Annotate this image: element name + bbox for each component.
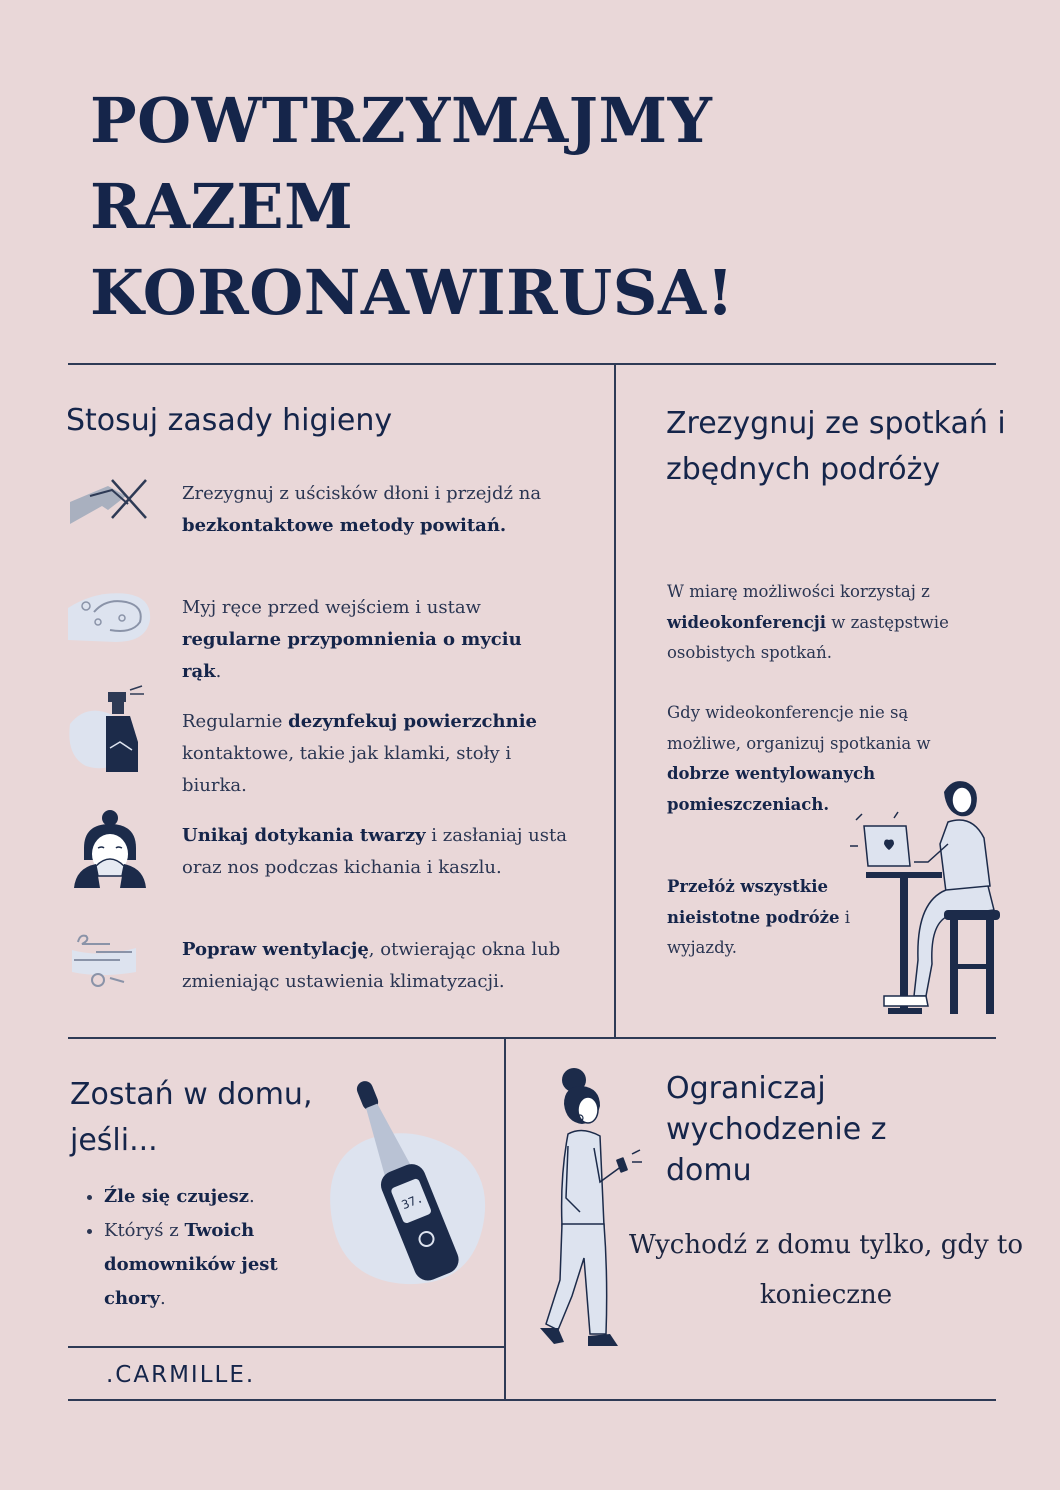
wind-icon <box>70 928 140 992</box>
list-item: • Źle się czujesz. <box>104 1180 334 1214</box>
meetings-heading: Zrezygnuj ze spotkań i zbędnych podróży <box>666 406 1006 487</box>
hygiene-item-1: Zrezygnuj z uścisków dłoni i przejdź na bezkontaktowe metody powitań. <box>182 483 542 536</box>
meetings-paragraph-2: Gdy wideokonferencje nie są możliwe, organizuj spotkania w dobrze wentylowanych pomieszczeniach. <box>667 703 931 814</box>
hygiene-heading: Stosuj zasady higieny <box>66 403 393 438</box>
limit-heading: Ograniczaj wychodzenie z domu <box>666 1071 887 1188</box>
meetings-paragraph-1: W miarę możliwości korzystaj z wideokonferencji w zastępstwie osobistych spotkań. <box>667 582 949 662</box>
divider-brand <box>68 1346 504 1348</box>
woman-at-laptop-icon <box>848 774 1004 1018</box>
hygiene-item-2: Myj ręce przed wejściem i ustaw regularne przypomnienia o myciu rąk. <box>182 597 522 682</box>
title-line-3: KORONAWIRUSA! <box>90 256 735 329</box>
divider-vertical-bottom <box>504 1037 506 1399</box>
stay-home-list <box>74 1180 334 1316</box>
brand-logo: .CARMILLE. <box>106 1362 256 1388</box>
limit-text: Wychodź z domu tylko, gdy to konieczne <box>628 1230 1024 1310</box>
spray-bottle-icon <box>66 684 146 776</box>
hygiene-item-3: Regularnie dezynfekuj powierzchnie kontaktowe, takie jak klamki, stoły i biurka. <box>182 711 537 796</box>
title-line-2: RAZEM <box>90 170 354 243</box>
hygiene-item-4: Unikaj dotykania twarzy i zasłaniaj usta oraz nos podczas kichania i kaszlu. <box>182 825 567 878</box>
svg-text:37.: 37. <box>399 1191 425 1213</box>
divider-bottom <box>68 1399 996 1401</box>
page-title <box>90 78 734 336</box>
meetings-paragraph-3: Przełóż wszystkie nieistotne podróże i wyjazdy. <box>667 877 850 957</box>
hand-washing-icon <box>66 588 156 646</box>
walking-woman-icon <box>538 1066 650 1352</box>
title-line-1: POWTRZYMAJMY <box>90 84 713 157</box>
no-handshake-icon <box>68 474 150 534</box>
divider-top <box>68 363 996 365</box>
list-item: • Któryś z Twoich domowników jest chory. <box>104 1214 334 1316</box>
stay-home-heading: Zostań w domu, jeśli... <box>70 1077 313 1158</box>
divider-vertical-top <box>614 363 616 1037</box>
hygiene-item-5: Popraw wentylację, otwierając okna lub zmieniając ustawienia klimatyzacji. <box>182 939 561 992</box>
divider-middle <box>68 1037 996 1039</box>
covered-face-icon <box>70 808 150 888</box>
thermometer-icon <box>322 1070 492 1292</box>
